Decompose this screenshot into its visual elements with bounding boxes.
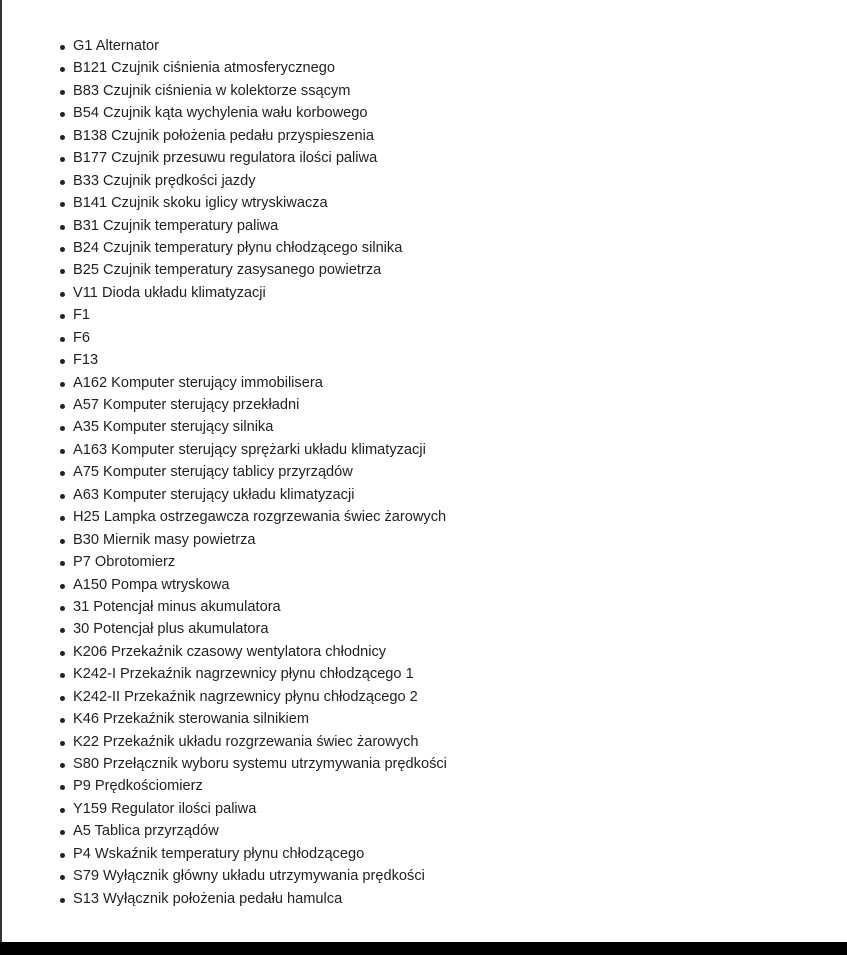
list-item: B54 Czujnik kąta wychylenia wału korbowego — [73, 102, 447, 124]
list-item: A162 Komputer sterujący immobilisera — [73, 372, 447, 394]
bottom-bar — [0, 942, 847, 955]
component-list — [0, 35, 447, 910]
list-item: S80 Przełącznik wyboru systemu utrzymywania prędkości — [73, 753, 447, 775]
list-item: K242-I Przekaźnik nagrzewnicy płynu chłodzącego 1 — [73, 663, 447, 685]
list-item: B138 Czujnik położenia pedału przyspieszenia — [73, 125, 447, 147]
list-item: P4 Wskaźnik temperatury płynu chłodzącego — [73, 843, 447, 865]
list-item: P7 Obrotomierz — [73, 551, 447, 573]
list-item: A35 Komputer sterujący silnika — [73, 416, 447, 438]
list-item: A5 Tablica przyrządów — [73, 820, 447, 842]
list-item: K46 Przekaźnik sterowania silnikiem — [73, 708, 447, 730]
list-item: A57 Komputer sterujący przekładni — [73, 394, 447, 416]
list-item: S13 Wyłącznik położenia pedału hamulca — [73, 888, 447, 910]
list-item: B24 Czujnik temperatury płynu chłodzącego silnika — [73, 237, 447, 259]
list-item: S79 Wyłącznik główny układu utrzymywania prędkości — [73, 865, 447, 887]
list-item: B177 Czujnik przesuwu regulatora ilości paliwa — [73, 147, 447, 169]
list-item: 31 Potencjał minus akumulatora — [73, 596, 447, 618]
list-item: A163 Komputer sterujący sprężarki układu klimatyzacji — [73, 439, 447, 461]
list-item: B25 Czujnik temperatury zasysanego powietrza — [73, 259, 447, 281]
list-item: Y159 Regulator ilości paliwa — [73, 798, 447, 820]
list-item: K206 Przekaźnik czasowy wentylatora chłodnicy — [73, 641, 447, 663]
list-item: F6 — [73, 327, 447, 349]
list-item: F13 — [73, 349, 447, 371]
list-item: G1 Alternator — [73, 35, 447, 57]
list-item: P9 Prędkościomierz — [73, 775, 447, 797]
list-item: B83 Czujnik ciśnienia w kolektorze ssącym — [73, 80, 447, 102]
list-item: K22 Przekaźnik układu rozgrzewania świec żarowych — [73, 731, 447, 753]
list-item: B33 Czujnik prędkości jazdy — [73, 170, 447, 192]
list-item: H25 Lampka ostrzegawcza rozgrzewania świec żarowych — [73, 506, 447, 528]
list-item: B141 Czujnik skoku iglicy wtryskiwacza — [73, 192, 447, 214]
list-item: A75 Komputer sterujący tablicy przyrządów — [73, 461, 447, 483]
list-item: A150 Pompa wtryskowa — [73, 574, 447, 596]
list-item: K242-II Przekaźnik nagrzewnicy płynu chłodzącego 2 — [73, 686, 447, 708]
list-item: A63 Komputer sterujący układu klimatyzacji — [73, 484, 447, 506]
list-item: F1 — [73, 304, 447, 326]
list-item: B31 Czujnik temperatury paliwa — [73, 215, 447, 237]
list-item: B30 Miernik masy powietrza — [73, 529, 447, 551]
list-item: B121 Czujnik ciśnienia atmosferycznego — [73, 57, 447, 79]
list-item: 30 Potencjał plus akumulatora — [73, 618, 447, 640]
list-item: V11 Dioda układu klimatyzacji — [73, 282, 447, 304]
